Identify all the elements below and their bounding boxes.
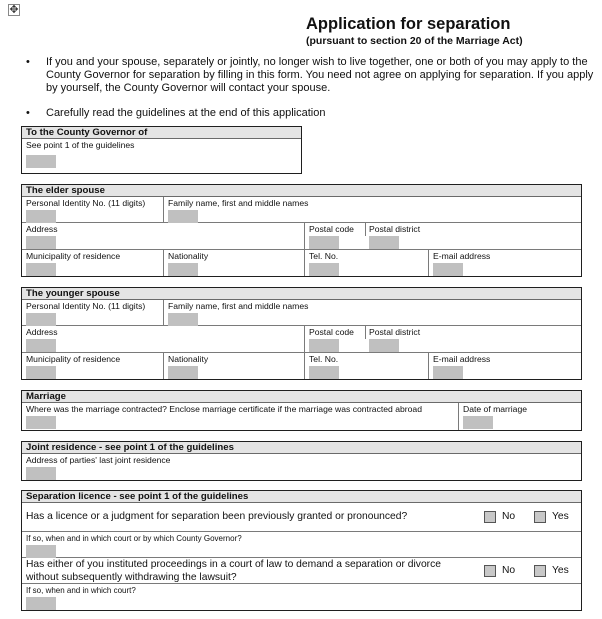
bullet-icon: • bbox=[26, 56, 30, 68]
elder-row-2 bbox=[22, 223, 581, 250]
field-label: Address of parties' last joint residence bbox=[26, 455, 171, 465]
elder-municipality-input[interactable] bbox=[26, 263, 56, 276]
field-label: E-mail address bbox=[433, 251, 491, 261]
q2-followup-input[interactable] bbox=[26, 597, 56, 610]
elder-postal-code-cell bbox=[304, 223, 365, 249]
q2-followup-cell bbox=[22, 584, 581, 610]
q2-yes-checkbox[interactable] bbox=[534, 565, 546, 577]
elder-tel-input[interactable] bbox=[309, 263, 339, 276]
younger-personal-id-cell bbox=[22, 300, 163, 325]
younger-family-name-input[interactable] bbox=[168, 313, 198, 326]
field-label: Address bbox=[26, 327, 58, 337]
section-header: To the County Governor of bbox=[22, 127, 301, 139]
younger-postal-code-input[interactable] bbox=[309, 339, 339, 352]
field-label: If so, when and in which court or by which County Governor? bbox=[26, 534, 242, 543]
field-label: Tel. No. bbox=[309, 251, 339, 261]
elder-tel-cell bbox=[304, 250, 428, 276]
q1-no-checkbox[interactable] bbox=[484, 511, 496, 523]
younger-address-cell bbox=[22, 326, 304, 352]
younger-address-input[interactable] bbox=[26, 339, 56, 352]
younger-municipality-input[interactable] bbox=[26, 366, 56, 379]
elder-nationality-input[interactable] bbox=[168, 263, 198, 276]
elder-address-cell bbox=[22, 223, 304, 249]
q2-no-label: No bbox=[502, 565, 516, 576]
younger-row-2 bbox=[22, 326, 581, 353]
younger-personal-id-input[interactable] bbox=[26, 313, 56, 326]
marriage-where-input[interactable] bbox=[26, 416, 56, 429]
younger-municipality-cell bbox=[22, 353, 163, 379]
elder-postal-district-cell bbox=[365, 223, 581, 249]
joint-address-input[interactable] bbox=[26, 467, 56, 480]
q1-followup-input[interactable] bbox=[26, 545, 56, 558]
q2-no-checkbox[interactable] bbox=[484, 565, 496, 577]
field-label: Postal code bbox=[309, 224, 354, 234]
separation-q1-row bbox=[22, 503, 581, 532]
q1-yes-label: Yes bbox=[552, 511, 569, 522]
field-label: Postal district bbox=[369, 224, 421, 234]
field-label: Address bbox=[26, 224, 58, 234]
bullet-icon: • bbox=[26, 107, 30, 119]
younger-family-name-cell bbox=[163, 300, 581, 325]
section-header: Marriage bbox=[22, 391, 581, 403]
page-title: Application for separation bbox=[306, 15, 511, 33]
marriage-where-cell bbox=[22, 403, 458, 430]
intro-bullet-text: Carefully read the guidelines at the end of this application bbox=[46, 107, 326, 119]
elder-personal-id-cell bbox=[22, 197, 163, 222]
q1-followup-cell bbox=[22, 532, 581, 557]
elder-family-name-input[interactable] bbox=[168, 210, 198, 223]
joint-row bbox=[22, 454, 581, 480]
page-subtitle: (pursuant to section 20 of the Marriage Act) bbox=[306, 35, 523, 47]
elder-row-3 bbox=[22, 250, 581, 276]
q1-no-label: No bbox=[502, 511, 516, 522]
field-label: Personal Identity No. (11 digits) bbox=[26, 198, 146, 208]
joint-residence-section bbox=[21, 441, 582, 481]
county-governor-section bbox=[21, 126, 302, 174]
elder-row-1 bbox=[22, 197, 581, 223]
section-header: The younger spouse bbox=[22, 288, 581, 300]
younger-tel-cell bbox=[304, 353, 428, 379]
field-label: Family name, first and middle names bbox=[168, 301, 309, 311]
field-label: Postal district bbox=[369, 327, 421, 337]
field-label: Municipality of residence bbox=[26, 354, 121, 364]
field-label: See point 1 of the guidelines bbox=[26, 140, 135, 150]
field-label: If so, when and in which court? bbox=[26, 586, 136, 595]
elder-nationality-cell bbox=[163, 250, 304, 276]
move-handle-icon[interactable]: ✥ bbox=[9, 4, 19, 16]
q1-yes-checkbox[interactable] bbox=[534, 511, 546, 523]
section-header: The elder spouse bbox=[22, 185, 581, 197]
younger-email-cell bbox=[428, 353, 581, 379]
separation-licence-section bbox=[21, 490, 582, 611]
elder-email-cell bbox=[428, 250, 581, 276]
field-label: E-mail address bbox=[433, 354, 491, 364]
elder-email-input[interactable] bbox=[433, 263, 463, 276]
elder-municipality-cell bbox=[22, 250, 163, 276]
younger-nationality-input[interactable] bbox=[168, 366, 198, 379]
county-row bbox=[22, 139, 301, 173]
younger-postal-district-input[interactable] bbox=[369, 339, 399, 352]
field-label: Family name, first and middle names bbox=[168, 198, 309, 208]
intro-bullet-text: If you and your spouse, separately or jointly, no longer wish to live together, one or both of you may apply to the County Governor for separation by filling in this form. You need not agree on applying for separation. If you apply by yourself, the County Governor will contact your spouse. bbox=[46, 56, 594, 94]
joint-address-cell bbox=[22, 454, 581, 480]
elder-spouse-section bbox=[21, 184, 582, 277]
younger-postal-code-cell bbox=[304, 326, 365, 352]
field-label: Nationality bbox=[168, 354, 209, 364]
field-label: Where was the marriage contracted? Enclose marriage certificate if the marriage was contracted abroad bbox=[26, 404, 422, 414]
younger-email-input[interactable] bbox=[433, 366, 463, 379]
younger-tel-input[interactable] bbox=[309, 366, 339, 379]
separation-q1-followup-row bbox=[22, 532, 581, 558]
field-label: Personal Identity No. (11 digits) bbox=[26, 301, 146, 311]
elder-family-name-cell bbox=[163, 197, 581, 222]
marriage-row bbox=[22, 403, 581, 430]
county-cell bbox=[22, 139, 301, 173]
younger-row-3 bbox=[22, 353, 581, 379]
separation-q2-text: Has either of you instituted proceedings in a court of law to demand a separation or divorce without subsequently withdrawing the lawsuit? bbox=[26, 559, 441, 583]
section-header: Separation licence - see point 1 of the guidelines bbox=[22, 491, 581, 503]
separation-q2-row bbox=[22, 558, 581, 584]
q2-yes-label: Yes bbox=[552, 565, 569, 576]
marriage-date-input[interactable] bbox=[463, 416, 493, 429]
field-label: Date of marriage bbox=[463, 404, 528, 414]
marriage-date-cell bbox=[458, 403, 581, 430]
elder-postal-code-input[interactable] bbox=[309, 236, 339, 249]
marriage-section bbox=[21, 390, 582, 431]
elder-personal-id-input[interactable] bbox=[26, 210, 56, 223]
younger-postal-district-cell bbox=[365, 326, 581, 352]
elder-postal-district-input[interactable] bbox=[369, 236, 399, 249]
younger-spouse-section bbox=[21, 287, 582, 380]
field-label: Nationality bbox=[168, 251, 209, 261]
elder-address-input[interactable] bbox=[26, 236, 56, 249]
younger-nationality-cell bbox=[163, 353, 304, 379]
separation-q1-text: Has a licence or a judgment for separation been previously granted or pronounced? bbox=[26, 511, 408, 522]
separation-q2-followup-row bbox=[22, 584, 581, 610]
younger-row-1 bbox=[22, 300, 581, 326]
field-label: Postal code bbox=[309, 327, 354, 337]
section-header: Joint residence - see point 1 of the guidelines bbox=[22, 442, 581, 454]
field-label: Tel. No. bbox=[309, 354, 339, 364]
field-label: Municipality of residence bbox=[26, 251, 121, 261]
county-governor-input[interactable] bbox=[26, 155, 56, 168]
